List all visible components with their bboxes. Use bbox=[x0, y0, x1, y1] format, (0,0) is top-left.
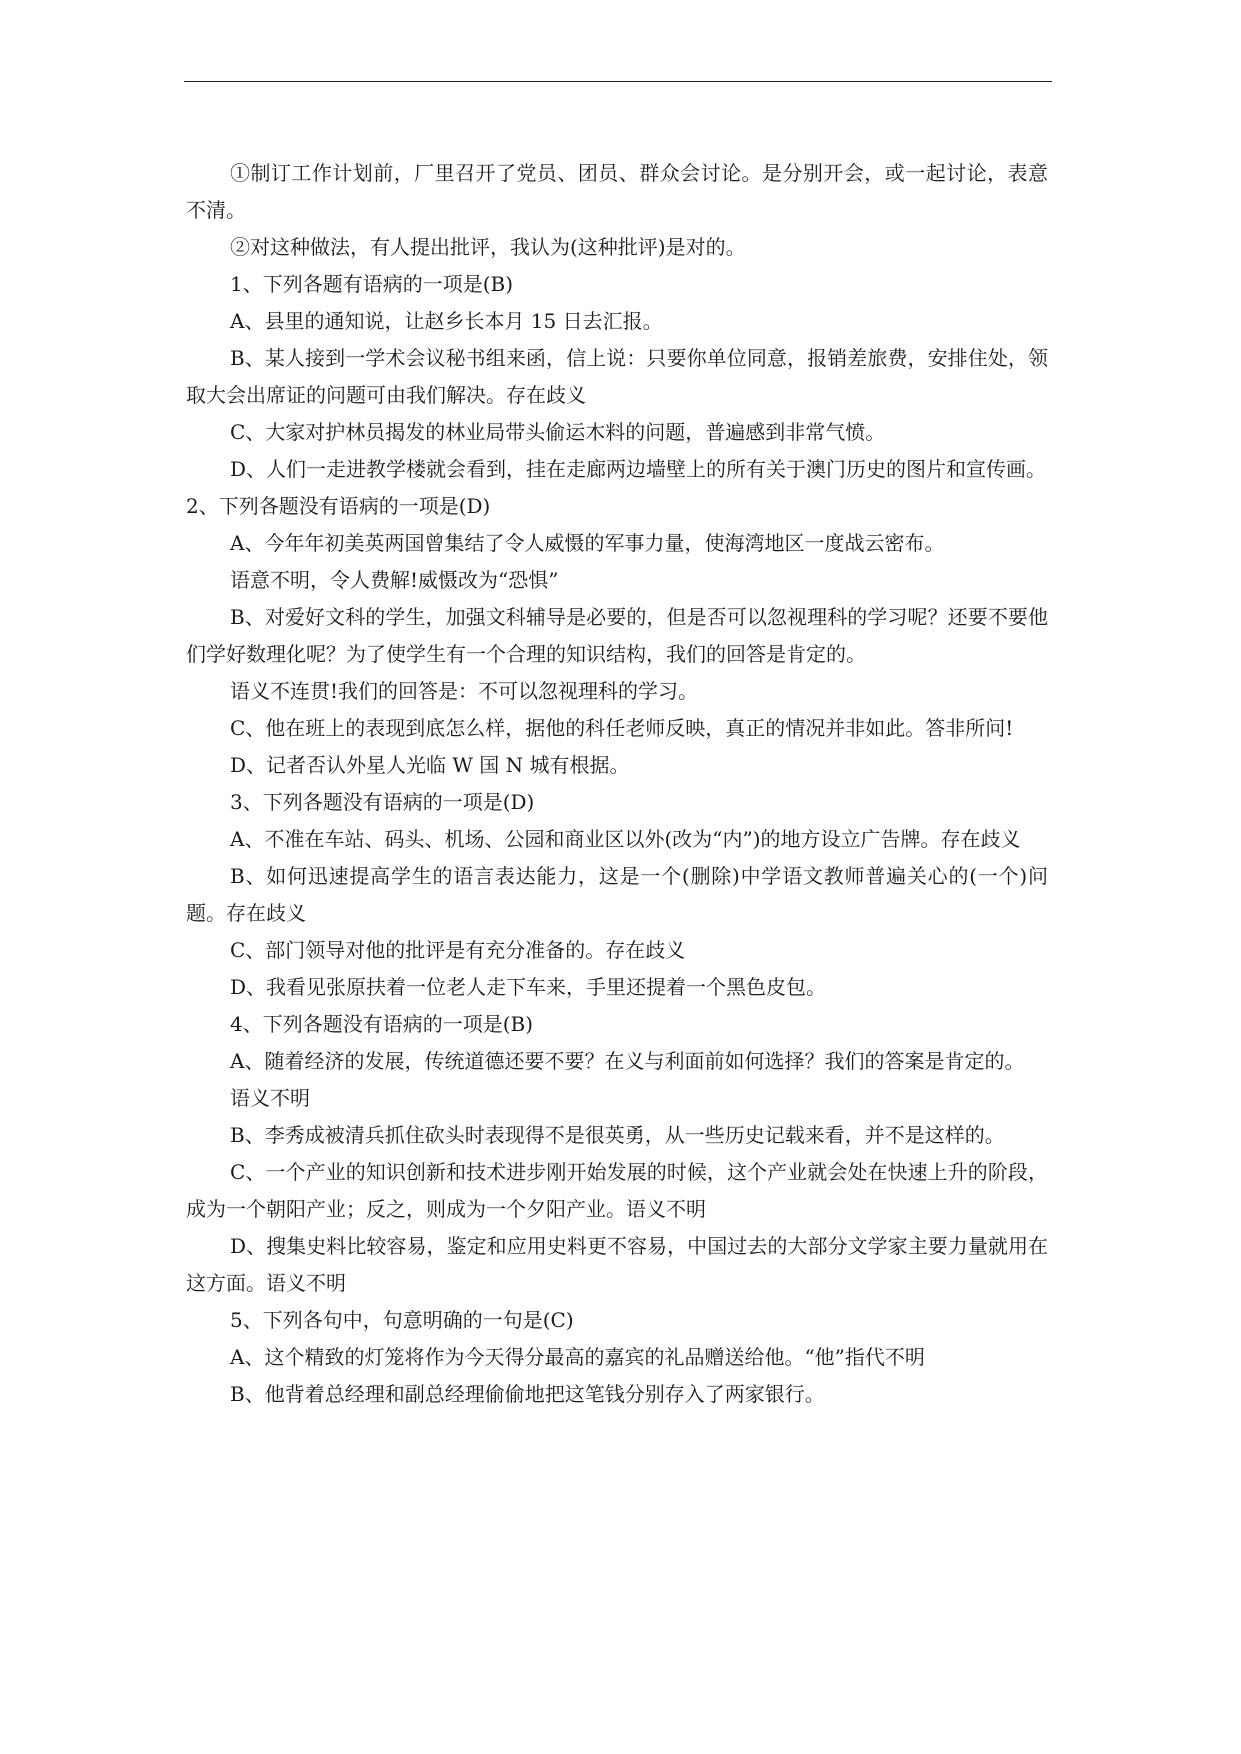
option-b: B、如何迅速提高学生的语言表达能力，这是一个(删除)中学语文教师普遍关心的(一个)问题。存在歧义 bbox=[186, 864, 1048, 925]
paragraph: ①制订工作计划前，厂里召开了党员、团员、群众会讨论。是分别开会，或一起讨论，表意不清。 bbox=[186, 161, 1048, 222]
question-heading: 4、下列各题没有语病的一项是(B) bbox=[230, 1012, 534, 1036]
question-heading: 5、下列各句中，句意明确的一句是(C) bbox=[230, 1308, 574, 1332]
option-c: C、他在班上的表现到底怎么样，据他的科任老师反映，真正的情况并非如此。答非所问! bbox=[230, 716, 1014, 740]
question-heading: 2、下列各题没有语病的一项是(D) bbox=[186, 494, 491, 518]
paragraph: ②对这种做法，有人提出批评，我认为(这种批评)是对的。 bbox=[230, 235, 746, 259]
explanation: 语义不连贯!我们的回答是：不可以忽视理科的学习。 bbox=[230, 679, 699, 703]
explanation: 语意不明，令人费解!威慑改为“恐惧” bbox=[230, 568, 559, 592]
option-c: C、部门领导对他的批评是有充分准备的。存在歧义 bbox=[230, 938, 686, 962]
option-b: B、李秀成被清兵抓住砍头时表现得不是很英勇，从一些历史记载来看，并不是这样的。 bbox=[230, 1123, 1005, 1147]
option-b: B、对爱好文科的学生，加强文科辅导是必要的，但是否可以忽视理科的学习呢？还要不要他们学好数理化呢？为了使学生有一个合理的知识结构，我们的回答是肯定的。 bbox=[186, 605, 1048, 666]
option-b: B、某人接到一学术会议秘书组来函，信上说：只要你单位同意，报销差旅费，安排住处，领取大会出席证的问题可由我们解决。存在歧义 bbox=[186, 346, 1048, 407]
option-b: B、他背着总经理和副总经理偷偷地把这笔钱分别存入了两家银行。 bbox=[230, 1382, 825, 1406]
option-a: A、县里的通知说，让赵乡长本月 15 日去汇报。 bbox=[230, 309, 663, 333]
option-d: D、人们一走进教学楼就会看到，挂在走廊两边墙壁上的所有关于澳门历史的图片和宣传画。 bbox=[230, 457, 1047, 481]
header-rule bbox=[184, 81, 1052, 82]
option-a: A、今年年初美英两国曾集结了令人威慑的军事力量，使海湾地区一度战云密布。 bbox=[230, 531, 945, 555]
question-heading: 1、下列各题有语病的一项是(B) bbox=[230, 272, 514, 296]
explanation: 语义不明 bbox=[230, 1086, 310, 1110]
document-body bbox=[186, 155, 1048, 1413]
option-d: D、我看见张原扶着一位老人走下车来，手里还提着一个黑色皮包。 bbox=[230, 975, 827, 999]
option-a: A、随着经济的发展，传统道德还要不要？在义与利面前如何选择？我们的答案是肯定的。 bbox=[230, 1049, 1025, 1073]
option-a: A、这个精致的灯笼将作为今天得分最高的嘉宾的礼品赠送给他。“他”指代不明 bbox=[230, 1345, 925, 1369]
option-c: C、一个产业的知识创新和技术进步刚开始发展的时候，这个产业就会处在快速上升的阶段，成为一个朝阳产业；反之，则成为一个夕阳产业。语义不明 bbox=[186, 1160, 1048, 1221]
option-d: D、记者否认外星人光临 W 国 N 城有根据。 bbox=[230, 753, 630, 777]
question-heading: 3、下列各题没有语病的一项是(D) bbox=[230, 790, 535, 814]
option-d: D、搜集史料比较容易，鉴定和应用史料更不容易，中国过去的大部分文学家主要力量就用在这方面。语义不明 bbox=[186, 1234, 1048, 1295]
option-c: C、大家对护林员揭发的林业局带头偷运木料的问题，普遍感到非常气愤。 bbox=[230, 420, 886, 444]
option-a: A、不准在车站、码头、机场、公园和商业区以外(改为“内”)的地方设立广告牌。存在歧义 bbox=[230, 827, 1021, 851]
